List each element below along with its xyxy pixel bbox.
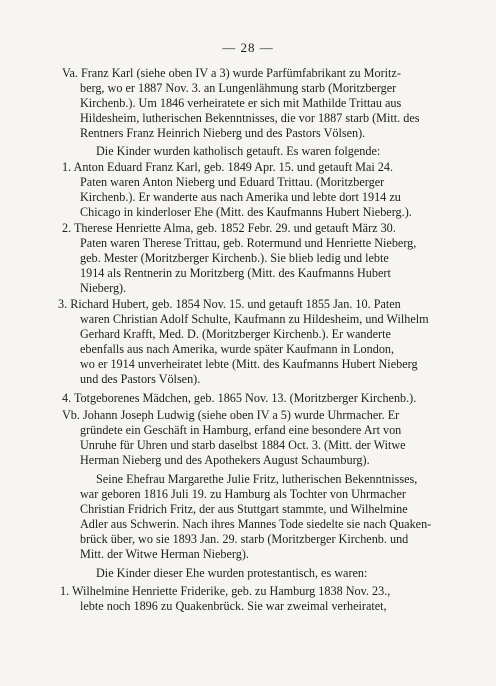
- text-line: Chicago in kinderloser Ehe (Mitt. des Kaufmanns Hubert Nieberg.).: [80, 205, 412, 219]
- text-line: Paten waren Anton Nieberg und Eduard Trittau. (Moritzberger: [80, 175, 385, 189]
- list-item: 2. Therese Henriette Alma, geb. 1852 Febr. 29. und getauft März 30.: [62, 221, 396, 235]
- text-line: Kirchenb.). Um 1846 verheiratete er sich mit Mathilde Trittau aus: [80, 96, 402, 110]
- text-line: Rentners Franz Heinrich Nieberg und des Pastors Völsen).: [80, 126, 366, 140]
- text-line: Va. Franz Karl (siehe oben IV a 3) wurde Parfümfabrikant zu Moritz-: [62, 66, 401, 80]
- text-line: brück über, wo sie 1893 Jan. 29. starb (Moritzberger Kirchenb. und: [80, 532, 409, 546]
- text-line: Seine Ehefrau Margarethe Julie Fritz, lutherischen Bekenntnisses,: [96, 472, 418, 486]
- page-number: — 28 —: [222, 40, 274, 55]
- list-item: 1. Wilhelmine Henriette Friderike, geb. zu Hamburg 1838 Nov. 23.,: [60, 584, 391, 598]
- text-line: geb. Mester (Moritzberger Kirchenb.). Sie blieb ledig und lebte: [80, 251, 389, 265]
- text-line: wo er 1914 unverheiratet lebte (Mitt. des Kaufmanns Hubert Nieberg: [80, 357, 418, 371]
- text-line: Kirchenb.). Er wanderte aus nach Amerika und lebte dort 1914 zu: [80, 190, 401, 204]
- text-line: berg, wo er 1887 Nov. 3. an Lungenlähmung starb (Moritzberger: [80, 81, 397, 95]
- text-line: war geboren 1816 Juli 19. zu Hamburg als Tochter von Uhrmacher: [80, 487, 406, 501]
- text-line: lebte noch 1896 zu Quakenbrück. Sie war zweimal verheiratet,: [80, 599, 387, 613]
- list-item: 3. Richard Hubert, geb. 1854 Nov. 15. und getauft 1855 Jan. 10. Paten: [58, 297, 401, 311]
- text-line: gründete ein Geschäft in Hamburg, erfand eine besondere Art von: [80, 423, 402, 437]
- text-line: Unruhe für Uhren und starb daselbst 1884 Oct. 3. (Mitt. der Witwe: [80, 438, 406, 452]
- text-line: und des Pastors Völsen).: [80, 372, 201, 386]
- text-line: Herman Nieberg und des Apothekers August Schaumburg).: [80, 453, 370, 467]
- text-line: Vb. Johann Joseph Ludwig (siehe oben IV a 5) wurde Uhrmacher. Er: [62, 408, 400, 422]
- text-line: Nieberg).: [80, 281, 127, 295]
- text-line: Hildesheim, lutherischen Bekenntnisses, die vor 1887 starb (Mitt. des: [80, 111, 420, 125]
- text-line: waren Christian Adolf Schulte, Kaufmann zu Hildesheim, und Wilhelm: [80, 312, 429, 326]
- text-line: Die Kinder dieser Ehe wurden protestantisch, es waren:: [96, 566, 368, 580]
- text-line: Mitt. der Witwe Herman Nieberg).: [80, 547, 249, 561]
- text-line: Gerhard Krafft, Med. D. (Moritzberger Kirchenb.). Er wanderte: [80, 327, 391, 341]
- text-line: Adler aus Schwerin. Nach ihres Mannes Tode siedelte sie nach Quaken-: [80, 517, 432, 531]
- text-line: 1914 als Rentnerin zu Moritzberg (Mitt. des Kaufmanns Hubert: [80, 266, 391, 280]
- text-line: Christian Fridrich Fritz, der aus Stuttgart stammte, und Wilhelmine: [80, 502, 408, 516]
- list-item: 4. Totgeborenes Mädchen, geb. 1865 Nov. 13. (Moritzberger Kirchenb.).: [62, 391, 417, 405]
- text-line: Die Kinder wurden katholisch getauft. Es waren folgende:: [96, 144, 381, 158]
- text-line: Paten waren Therese Trittau, geb. Rotermund und Henriette Nieberg,: [80, 236, 417, 250]
- list-item: 1. Anton Eduard Franz Karl, geb. 1849 Apr. 15. und getauft Mai 24.: [62, 160, 394, 174]
- text-line: ebenfalls aus nach Amerika, wurde später Kaufmann in London,: [80, 342, 395, 356]
